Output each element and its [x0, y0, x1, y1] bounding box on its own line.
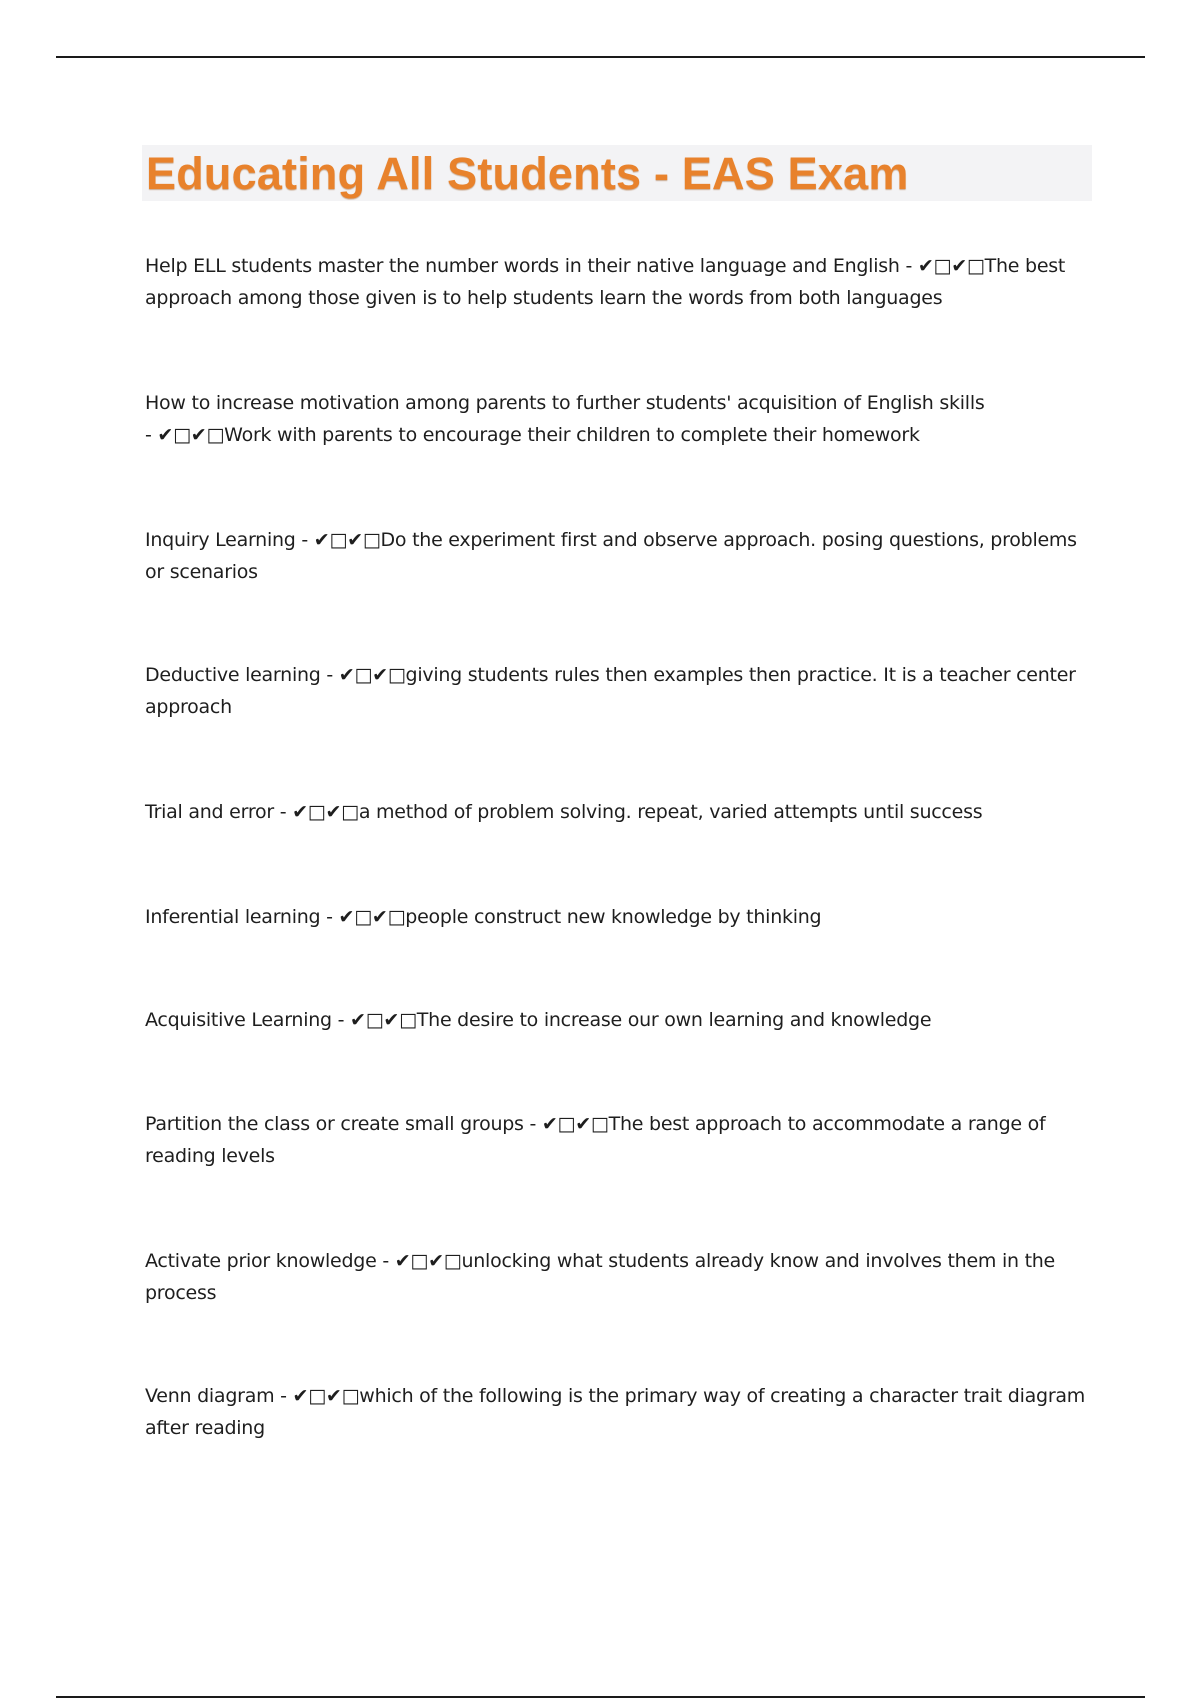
entry-term: Partition the class or create small groups — [145, 1113, 524, 1135]
answer-marks: ✔□✔□ — [917, 255, 985, 277]
entry-term: Help ELL students master the number words in their native language and English — [145, 255, 900, 277]
entry-definition: Work with parents to encourage their children to complete their homework — [224, 424, 920, 446]
entry-definition: The best approach among those given is to help students learn the words from both languages — [145, 255, 1066, 309]
entry-term: How to increase motivation among parents to further students' acquisition of English skills — [145, 392, 985, 414]
entry-separator: - — [899, 255, 918, 277]
entry-inferential-learning — [145, 901, 1095, 933]
entry-definition: Do the experiment first and observe approach. posing questions, problems or scenarios — [145, 529, 1077, 583]
bottom-rule — [56, 1696, 1145, 1698]
answer-marks: ✔□✔□ — [541, 1113, 609, 1135]
entry-term: Activate prior knowledge — [145, 1250, 377, 1272]
entry-parent-motivation — [145, 387, 1095, 451]
entry-term: Trial and error — [145, 801, 274, 823]
entry-separator: - — [320, 664, 339, 686]
entry-ell-number-words — [145, 250, 1095, 314]
entry-definition: The desire to increase our own learning and knowledge — [416, 1009, 932, 1031]
entry-venn-diagram — [145, 1380, 1095, 1444]
entry-separator: - — [295, 529, 314, 551]
entry-definition: unlocking what students already know and involves them in the process — [145, 1250, 1055, 1304]
entry-separator: - — [145, 424, 158, 446]
entry-term: Inquiry Learning — [145, 529, 296, 551]
entry-separator: - — [331, 1009, 351, 1031]
entry-trial-and-error — [145, 796, 1095, 828]
entry-separator: - — [376, 1250, 395, 1272]
entry-separator: - — [273, 801, 293, 823]
entry-term: Venn diagram — [145, 1385, 275, 1407]
answer-marks: ✔□✔□ — [394, 1250, 462, 1272]
answer-marks: ✔□✔□ — [313, 529, 381, 551]
entry-activate-prior-knowledge — [145, 1245, 1095, 1309]
entry-partition-class — [145, 1108, 1095, 1172]
entry-separator: - — [274, 1385, 293, 1407]
entry-definition: which of the following is the primary way of creating a character trait diagram after reading — [145, 1385, 1086, 1439]
answer-marks: ✔□✔□ — [350, 1009, 417, 1031]
answer-marks: ✔□✔□ — [157, 424, 225, 446]
answer-marks: ✔□✔□ — [292, 1385, 360, 1407]
entry-acquisitive-learning — [145, 1004, 1095, 1036]
entry-definition: The best approach to accommodate a range of reading levels — [145, 1113, 1046, 1167]
document-title: Educating All Students - EAS Exam — [146, 148, 909, 199]
answer-marks: ✔□✔□ — [338, 906, 406, 928]
top-rule — [56, 56, 1145, 58]
entry-term: Acquisitive Learning — [145, 1009, 332, 1031]
entry-term: Inferential learning — [145, 906, 321, 928]
entry-deductive-learning — [145, 659, 1095, 723]
entry-definition: a method of problem solving. repeat, varied attempts until success — [358, 801, 983, 823]
entry-separator: - — [320, 906, 339, 928]
entry-term: Deductive learning — [145, 664, 321, 686]
entry-inquiry-learning — [145, 524, 1095, 588]
entry-definition: giving students rules then examples then practice. It is a teacher center approach — [145, 664, 1076, 718]
answer-marks: ✔□✔□ — [338, 664, 406, 686]
entry-definition: people construct new knowledge by thinking — [405, 906, 822, 928]
answer-marks: ✔□✔□ — [292, 801, 359, 823]
entry-separator: - — [523, 1113, 542, 1135]
